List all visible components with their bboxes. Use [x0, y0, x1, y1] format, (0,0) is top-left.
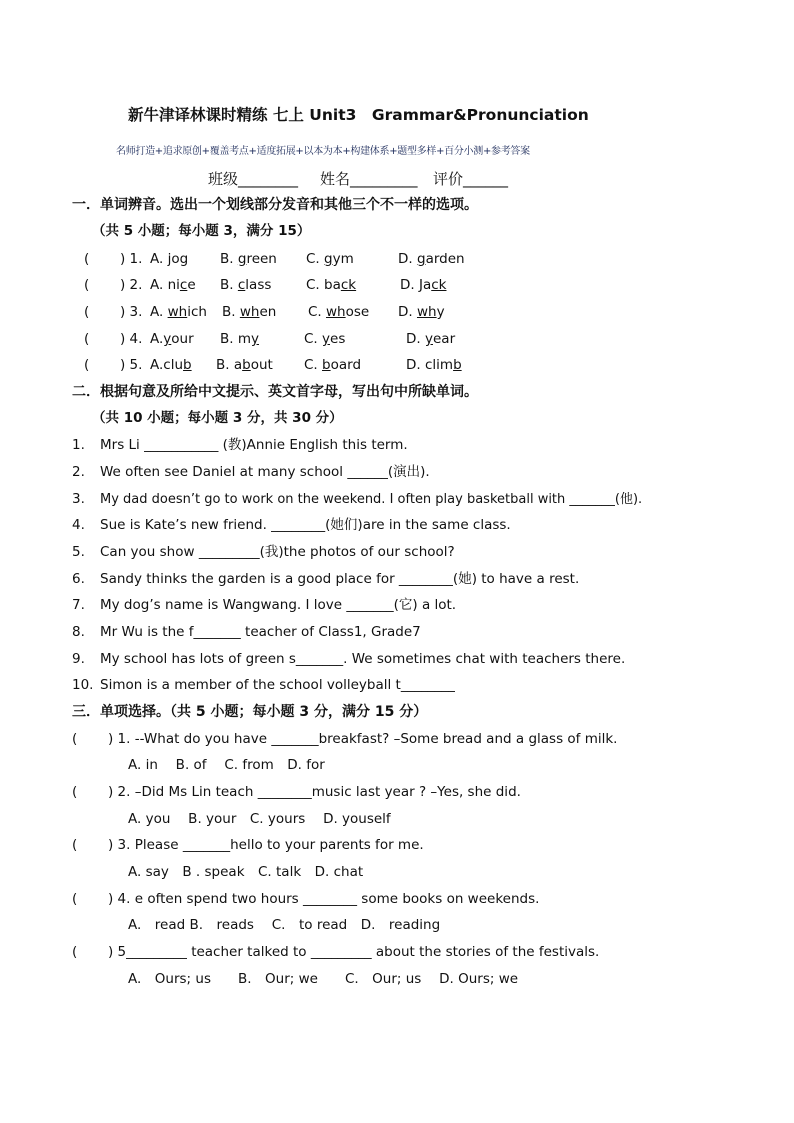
option-d: D. year: [406, 331, 456, 347]
item-number: 7.: [72, 597, 85, 613]
option-d: D. Jack: [400, 277, 447, 293]
section2-note: （共 10 小题；每小题 3 分，共 30 分）: [92, 410, 343, 426]
item-number: 2.: [72, 464, 85, 480]
fill-in-sentence[interactable]: Can you show _________(我)the photos of our school?: [100, 544, 455, 560]
answer-bracket[interactable]: (: [72, 837, 78, 853]
fill-in-sentence[interactable]: Mrs Li ___________ (教)Annie English this term.: [100, 437, 408, 453]
item-number: 5.: [72, 544, 85, 560]
answer-bracket[interactable]: (: [84, 251, 90, 267]
answer-bracket[interactable]: (: [72, 731, 78, 747]
answer-bracket[interactable]: (: [84, 331, 90, 347]
option-a: A.club: [150, 357, 192, 373]
item-number: 1.: [72, 437, 85, 453]
answer-bracket[interactable]: (: [84, 304, 90, 320]
question-number: ) 1.: [120, 251, 143, 267]
item-number: 9.: [72, 651, 85, 667]
score-field: 评价______: [433, 170, 509, 188]
question-number: ) 3.: [120, 304, 143, 320]
option-c: C. back: [306, 277, 357, 293]
question-options: A. in B. of C. from D. for: [128, 757, 325, 773]
fill-in-sentence[interactable]: My dad doesn’t go to work on the weekend. I often play basketball with _______(他).: [100, 492, 643, 507]
option-b: B. class: [220, 277, 272, 293]
option-a: A. nice: [150, 277, 196, 293]
question-options: A. you B. your C. yours D. youself: [128, 811, 391, 827]
question-number: ) 2.: [120, 277, 143, 293]
fill-in-sentence[interactable]: We often see Daniel at many school ______(演出).: [100, 464, 430, 480]
name-field: 姓名_________: [320, 170, 418, 188]
item-number: 3.: [72, 491, 85, 507]
item-number: 6.: [72, 571, 85, 587]
option-d: D. why: [398, 304, 445, 320]
fill-in-sentence[interactable]: Simon is a member of the school volleyball t________: [100, 677, 455, 693]
question-number: ) 5.: [120, 357, 143, 373]
fill-in-sentence[interactable]: Sue is Kate’s new friend. ________(她们)are in the same class.: [100, 517, 511, 533]
fill-in-sentence[interactable]: My dog’s name is Wangwang. I love _______(它) a lot.: [100, 597, 457, 613]
answer-bracket[interactable]: (: [72, 891, 78, 907]
item-number: 4.: [72, 517, 85, 533]
option-d: D. climb: [406, 357, 462, 373]
question-text: ) 4. e often spend two hours ________ some books on weekends.: [108, 891, 540, 907]
option-b: B. about: [216, 357, 273, 373]
section1-note: （共 5 小题；每小题 3，满分 15）: [92, 223, 311, 239]
section1-heading: 一．单词辨音。选出一个划线部分发音和其他三个不一样的选项。: [72, 197, 478, 213]
option-c: C. gym: [306, 251, 354, 267]
option-b: B. when: [222, 304, 277, 320]
section2-heading: 二．根据句意及所给中文提示、英文首字母，写出句中所缺单词。: [72, 384, 478, 400]
option-c: C. yes: [304, 331, 346, 347]
item-number: 10.: [72, 677, 94, 693]
option-d: D. garden: [398, 251, 465, 267]
answer-bracket[interactable]: (: [84, 277, 90, 293]
option-a: A. which: [150, 304, 207, 320]
fill-in-sentence[interactable]: Mr Wu is the f_______ teacher of Class1, Grade7: [100, 624, 421, 640]
option-c: C. board: [304, 357, 362, 373]
question-options: A. Ours; us B. Our; we C. Our; us D. Ours; we: [128, 971, 519, 987]
question-options: A. read B. reads C. to read D. reading: [128, 917, 441, 933]
option-a: A. jog: [150, 251, 189, 267]
question-options: A. say B . speak C. talk D. chat: [128, 864, 364, 880]
question-text: ) 3. Please _______hello to your parents for me.: [108, 837, 424, 853]
subtitle-tagline: 名师打造+追求原创+覆盖考点+适度拓展+以本为本+构建体系+题型多样+百分小测+参考答案: [116, 146, 530, 157]
option-b: B. green: [220, 251, 277, 267]
answer-bracket[interactable]: (: [72, 784, 78, 800]
question-number: ) 4.: [120, 331, 143, 347]
item-number: 8.: [72, 624, 85, 640]
fill-in-sentence[interactable]: My school has lots of green s_______. We sometimes chat with teachers there.: [100, 651, 626, 667]
class-field: 班级________: [208, 170, 299, 188]
option-a: A.your: [150, 331, 194, 347]
answer-bracket[interactable]: (: [84, 357, 90, 373]
question-text: ) 2. –Did Ms Lin teach ________music last year ? –Yes, she did.: [108, 784, 521, 800]
fill-in-sentence[interactable]: Sandy thinks the garden is a good place for ________(她) to have a rest.: [100, 571, 580, 587]
option-c: C. whose: [308, 304, 370, 320]
answer-bracket[interactable]: (: [72, 944, 78, 960]
section3-heading: 三．单项选择。（共 5 小题；每小题 3 分，满分 15 分）: [72, 704, 428, 720]
page-title: 新牛津译林课时精练 七上 Unit3 Grammar&Pronunciation: [128, 106, 589, 124]
question-text: ) 1. --What do you have _______breakfast? –Some bread and a glass of milk.: [108, 731, 618, 747]
question-text: ) 5_________ teacher talked to _________ about the stories of the festivals.: [108, 944, 600, 960]
option-b: B. my: [220, 331, 259, 347]
